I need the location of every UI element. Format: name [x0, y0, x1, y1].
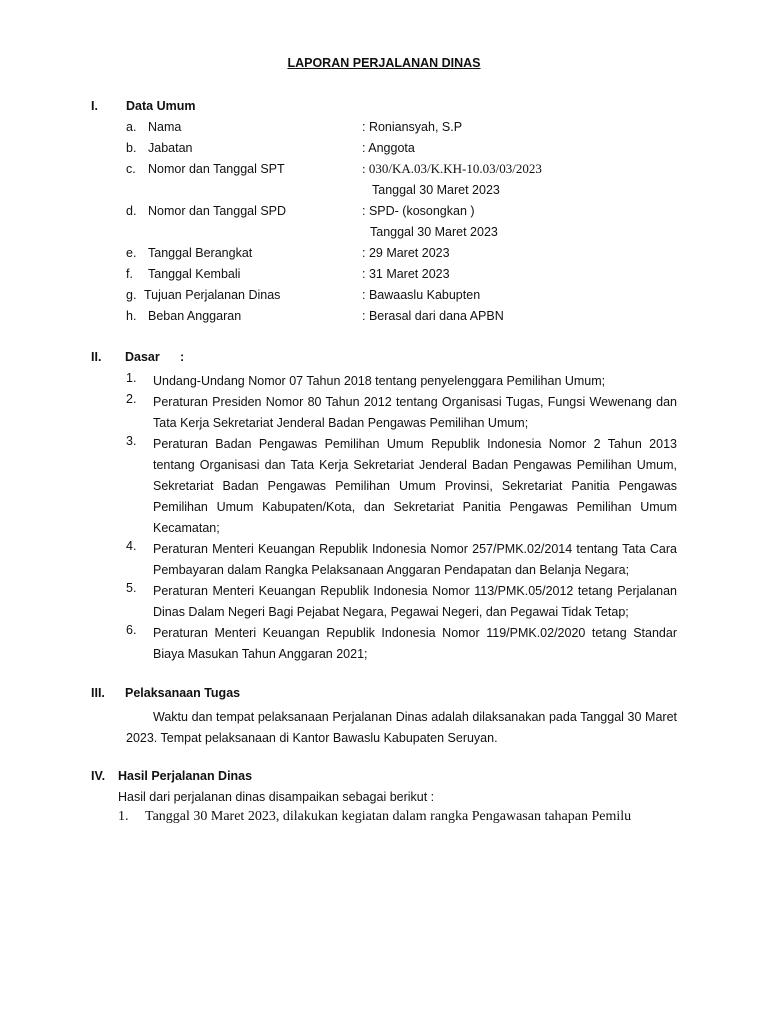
field-value-spt-date: Tanggal 30 Maret 2023	[372, 183, 500, 197]
field-value-anggaran: : Berasal dari dana APBN	[362, 309, 504, 323]
item-letter: g.	[126, 288, 137, 302]
section-2-number: II.	[91, 350, 102, 364]
section-1-number: I.	[91, 99, 98, 113]
list-number: 6.	[126, 623, 137, 637]
field-value-berangkat: : 29 Maret 2023	[362, 246, 450, 260]
list-item: Tanggal 30 Maret 2023, dilakukan kegiatan dalam rangka Pengawasan tahapan Pemilu	[145, 809, 632, 824]
item-letter: c.	[126, 162, 136, 176]
item-letter: e.	[126, 246, 137, 260]
section-3-heading: Pelaksanaan Tugas	[125, 686, 241, 700]
section-2-heading: Dasar	[125, 350, 160, 364]
item-letter: a.	[126, 120, 137, 134]
list-number: 3.	[126, 434, 137, 448]
item-letter: f.	[126, 267, 133, 281]
item-letter: b.	[126, 141, 137, 155]
field-label-berangkat: Tanggal Berangkat	[148, 246, 253, 260]
list-item: Undang-Undang Nomor 07 Tahun 2018 tentang penyelenggara Pemilihan Umum;	[153, 374, 606, 388]
field-label-spt: Nomor dan Tanggal SPT	[148, 162, 285, 176]
list-number: 1.	[126, 371, 137, 385]
list-number: 5.	[126, 581, 137, 595]
list-item: Peraturan Presiden Nomor 80 Tahun 2012 tentang Organisasi Tugas, Fungsi Wewenang dan Tata Kerja Sekretariat Jenderal Badan Pengawas Pemilihan Umum;	[153, 395, 677, 430]
field-label-nama: Nama	[148, 120, 182, 134]
field-value-kembali: : 31 Maret 2023	[362, 267, 450, 281]
section-1-heading: Data Umum	[126, 99, 196, 113]
list-number: 2.	[126, 392, 137, 406]
field-value-tujuan: : Bawaaslu Kabupten	[362, 288, 481, 302]
list-item: Peraturan Menteri Keuangan Republik Indonesia Nomor 119/PMK.02/2020 tetang Standar Biaya Masukan Tahun Anggaran 2021;	[153, 626, 677, 661]
field-value-jabatan: : Anggota	[362, 141, 415, 155]
list-number: 1.	[118, 809, 129, 824]
field-value-spt-number: : 030/KA.03/K.KH-10.03/03/2023	[362, 161, 542, 176]
item-letter: h.	[126, 309, 137, 323]
document-title: LAPORAN PERJALANAN DINAS	[287, 56, 481, 70]
field-label-tujuan: Tujuan Perjalanan Dinas	[144, 288, 281, 302]
section-3-number: III.	[91, 686, 105, 700]
field-label-jabatan: Jabatan	[148, 141, 193, 155]
field-label-kembali: Tanggal Kembali	[148, 267, 241, 281]
section-4-heading: Hasil Perjalanan Dinas	[118, 769, 253, 783]
list-item: Peraturan Badan Pengawas Pemilihan Umum Republik Indonesia Nomor 2 Tahun 2013 tentang Organisasi dan Tata Kerja Sekretariat Jenderal Badan Pengawas Pemilihan Umum, Sekretariat Badan Pengawas Pemilihan Umum Provinsi, Sekretariat Panitia Pengawas Pemilihan Umum Kabupaten/Kota, dan Sekretariat Panitia Pengawas Pemilihan Umum Kecamatan;	[153, 437, 677, 535]
list-number: 4.	[126, 539, 137, 553]
field-value-nama: : Roniansyah, S.P	[362, 120, 463, 134]
section-2-colon: :	[180, 350, 185, 364]
list-item: Peraturan Menteri Keuangan Republik Indonesia Nomor 257/PMK.02/2014 tentang Tata Cara Pembayaran dalam Rangka Pelaksanaan Anggaran Pendapatan dan Belanja Negara;	[153, 542, 677, 577]
list-item: Peraturan Menteri Keuangan Republik Indonesia Nomor 113/PMK.05/2012 tetang Perjalanan Dinas Dalam Negeri Bagi Pejabat Negara, Pegawai Negeri, dan Pegawai Tidak Tetap;	[153, 584, 677, 619]
field-label-anggaran: Beban Anggaran	[148, 309, 242, 323]
section-4-number: IV.	[91, 769, 106, 783]
field-value-spd-number: : SPD- (kosongkan )	[362, 204, 475, 218]
section-3-paragraph: Waktu dan tempat pelaksanaan Perjalanan Dinas adalah dilaksanakan pada Tanggal 30 Maret 2023. Tempat pelaksanaan di Kantor Bawaslu Kabupaten Seruyan.	[126, 710, 677, 745]
item-letter: d.	[126, 204, 137, 218]
field-label-spd: Nomor dan Tanggal SPD	[148, 204, 287, 218]
section-4-intro: Hasil dari perjalanan dinas disampaikan sebagai berikut :	[118, 790, 435, 804]
field-value-spd-date: Tanggal 30 Maret 2023	[370, 225, 498, 239]
